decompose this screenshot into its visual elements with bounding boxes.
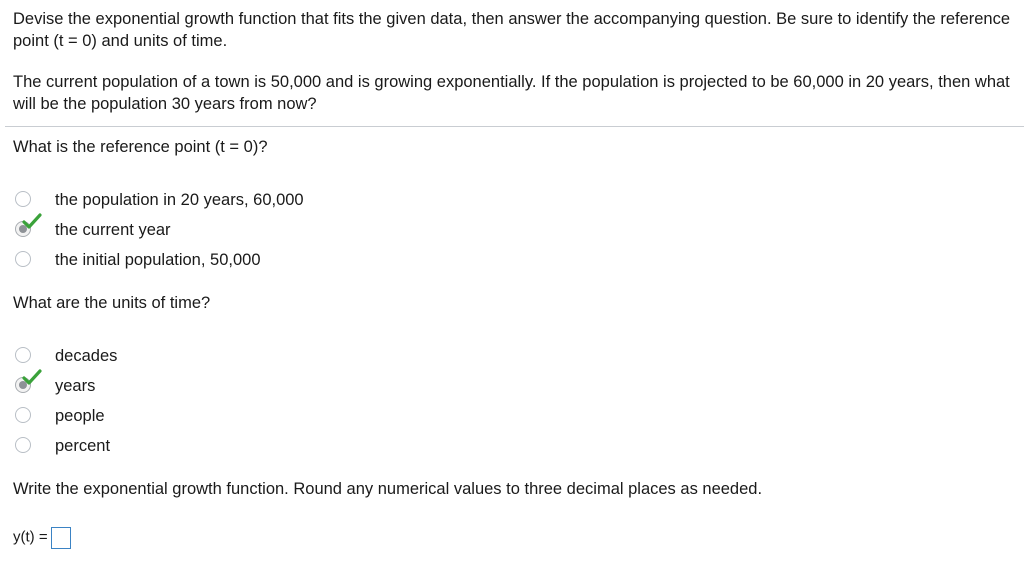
correct-check-icon bbox=[22, 369, 42, 387]
radio-button[interactable] bbox=[15, 437, 31, 453]
option-label: the population in 20 years, 60,000 bbox=[55, 191, 304, 209]
radio-button[interactable] bbox=[15, 407, 31, 423]
option-label: decades bbox=[55, 347, 118, 365]
option-label: percent bbox=[55, 437, 111, 455]
instructions-text: Devise the exponential growth function that fits the given data, then answer the accompanying question. Be sure to identify the reference point (t = 0) and units of time. bbox=[13, 10, 1011, 50]
problem-statement: The current population of a town is 50,000 and is growing exponentially. If the population is projected to be 60,000 in 20 years, then what will be the population 30 years from now? bbox=[13, 73, 1010, 113]
option-label: the current year bbox=[55, 221, 171, 239]
option-label: years bbox=[55, 377, 96, 395]
radio-button[interactable] bbox=[15, 191, 31, 207]
option-label: people bbox=[55, 407, 105, 425]
divider bbox=[5, 126, 1024, 127]
answer-row bbox=[13, 524, 71, 550]
answer-label: y(t) = bbox=[13, 528, 48, 546]
correct-check-icon bbox=[22, 213, 42, 231]
option-label: the initial population, 50,000 bbox=[55, 251, 261, 269]
question-units-of-time: What are the units of time? bbox=[13, 294, 211, 312]
answer-input[interactable] bbox=[51, 527, 71, 549]
question-growth-function: Write the exponential growth function. Round any numerical values to three decimal places as needed. bbox=[13, 480, 763, 498]
radio-button[interactable] bbox=[15, 347, 31, 363]
radio-button[interactable] bbox=[15, 251, 31, 267]
question-reference-point: What is the reference point (t = 0)? bbox=[13, 138, 268, 156]
